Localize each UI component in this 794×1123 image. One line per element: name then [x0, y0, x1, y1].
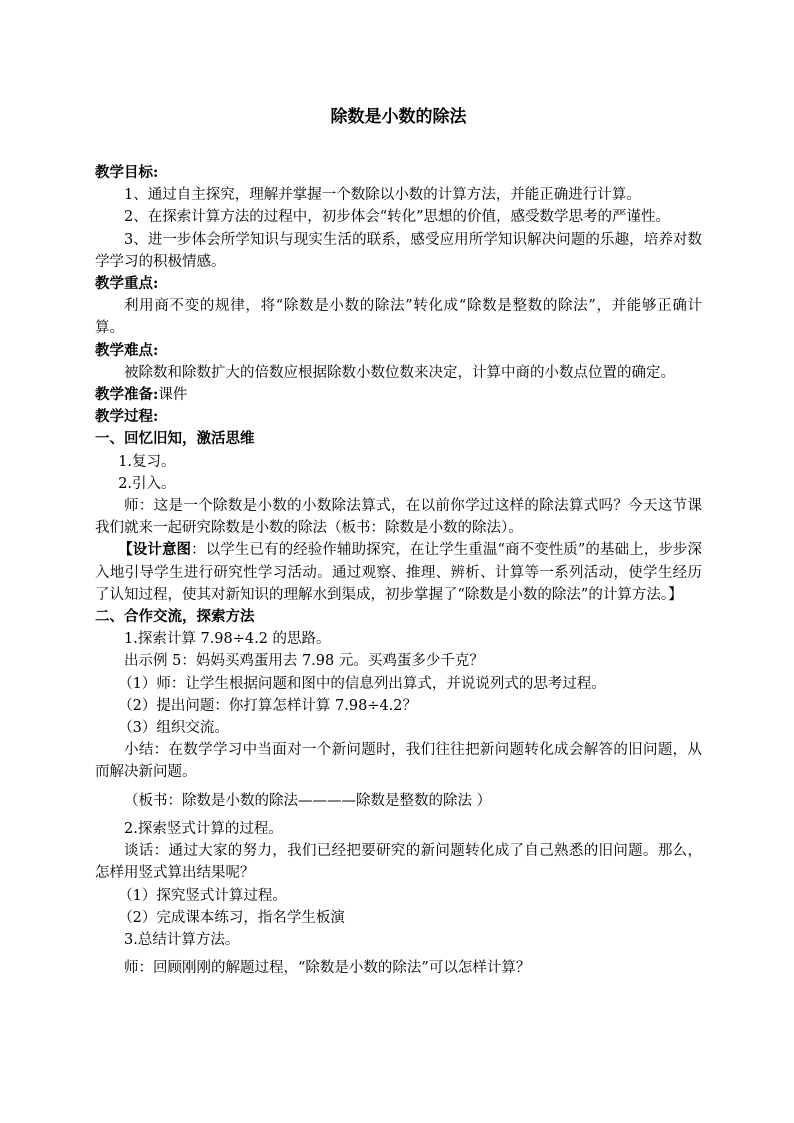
design-label: 【设计意图 [118, 541, 192, 559]
section2-sub1: （1）探究竖式计算过程。 [118, 887, 287, 904]
key-points-text: 利用商不变的规律，将“除数是小数的除法”转化成“除数是整数的除法”，并能够正确计算。 [95, 298, 702, 337]
key-points-heading: 教学重点: [95, 275, 159, 293]
section1-heading: 一、回忆旧知，激活思维 [95, 430, 255, 448]
section2-method: 3.总结计算方法。 [124, 931, 240, 948]
section2-board: （板书：除数是小数的除法————除数是整数的除法 ） [124, 792, 492, 809]
difficulties-text: 被除数和除数扩大的倍数应根据除数小数位数来决定，计算中商的小数点位置的确定。 [124, 364, 675, 381]
section2-sub2: （2）完成课本练习，指名学生板演 [118, 909, 345, 926]
section1-review: 1.复习。 [118, 453, 176, 470]
process-heading: 教学过程: [95, 408, 159, 426]
section2-example: 出示例 5：妈妈买鸡蛋用去 7.98 元。买鸡蛋多少千克？ [124, 653, 484, 670]
objectives-heading: 教学目标: [95, 164, 159, 181]
section1-intro: 2.引入。 [118, 475, 176, 492]
section2-step1: （1）师：让学生根据问题和图中的信息列出算式，并说说列式的思考过程。 [118, 675, 606, 692]
preparation-label: 教学准备: [95, 386, 159, 404]
section2-explore2: 2.探索竖式计算的过程。 [124, 820, 283, 837]
page-title: 除数是小数的除法 [330, 107, 467, 127]
objective-item-1: 1、通过自主探究，理解并掌握一个数除以小数的计算方法，并能正确进行计算。 [124, 187, 641, 204]
objective-item-3: 3、进一步体会所学知识与现实生活的联系，感受应用所学知识解决问题的乐趣，培养对数学学习的积极情感。 [95, 231, 702, 270]
section2-explore1: 1.探索计算 7.98÷4.2 的思路。 [124, 631, 331, 648]
preparation-value: 课件 [158, 387, 188, 404]
section2-step3: （3）组织交流。 [118, 720, 229, 737]
section1-teacher: 师：这是一个除数是小数的小数除法算式，在以前你学过这样的除法算式吗？今天这节课我们就来一起研究除数是小数的除法（板书：除数是小数的除法）。 [95, 498, 702, 537]
design-text: ：以学生已有的经验作辅助探究，在让学生重温“商不变性质”的基础上，步步深入地引导学生进行研究性学习活动。通过观察、推理、辨析、计算等一系列活动，使学生经历了认知过程，使其对新知识的理解水到渠成，初步掌握了“除数是小数的除法”的计算方法。】 [95, 542, 702, 603]
section2-talk: 谈话：通过大家的努力，我们已经把要研究的新问题转化成了自己熟悉的旧问题。那么，怎样用竖式算出结果呢？ [95, 843, 702, 882]
document-content [95, 104, 702, 979]
section1-design [95, 539, 702, 606]
section2-heading: 二、合作交流，探索方法 [95, 608, 255, 626]
section2-step2: （2）提出问题：你打算怎样计算 7.98÷4.2？ [118, 697, 418, 714]
objective-item-2: 2、在探索计算方法的过程中，初步体会“转化”思想的价值，感受数学思考的严谨性。 [124, 209, 671, 226]
difficulties-heading: 教学难点: [95, 341, 159, 359]
preparation-line [95, 384, 702, 406]
section2-review-question: 师：回顾刚刚的解题过程，“除数是小数的除法”可以怎样计算？ [124, 960, 531, 977]
section2-summary: 小结：在数学学习中当面对一个新问题时，我们往往把新问题转化成会解答的旧问题，从而解决新问题。 [95, 742, 702, 781]
